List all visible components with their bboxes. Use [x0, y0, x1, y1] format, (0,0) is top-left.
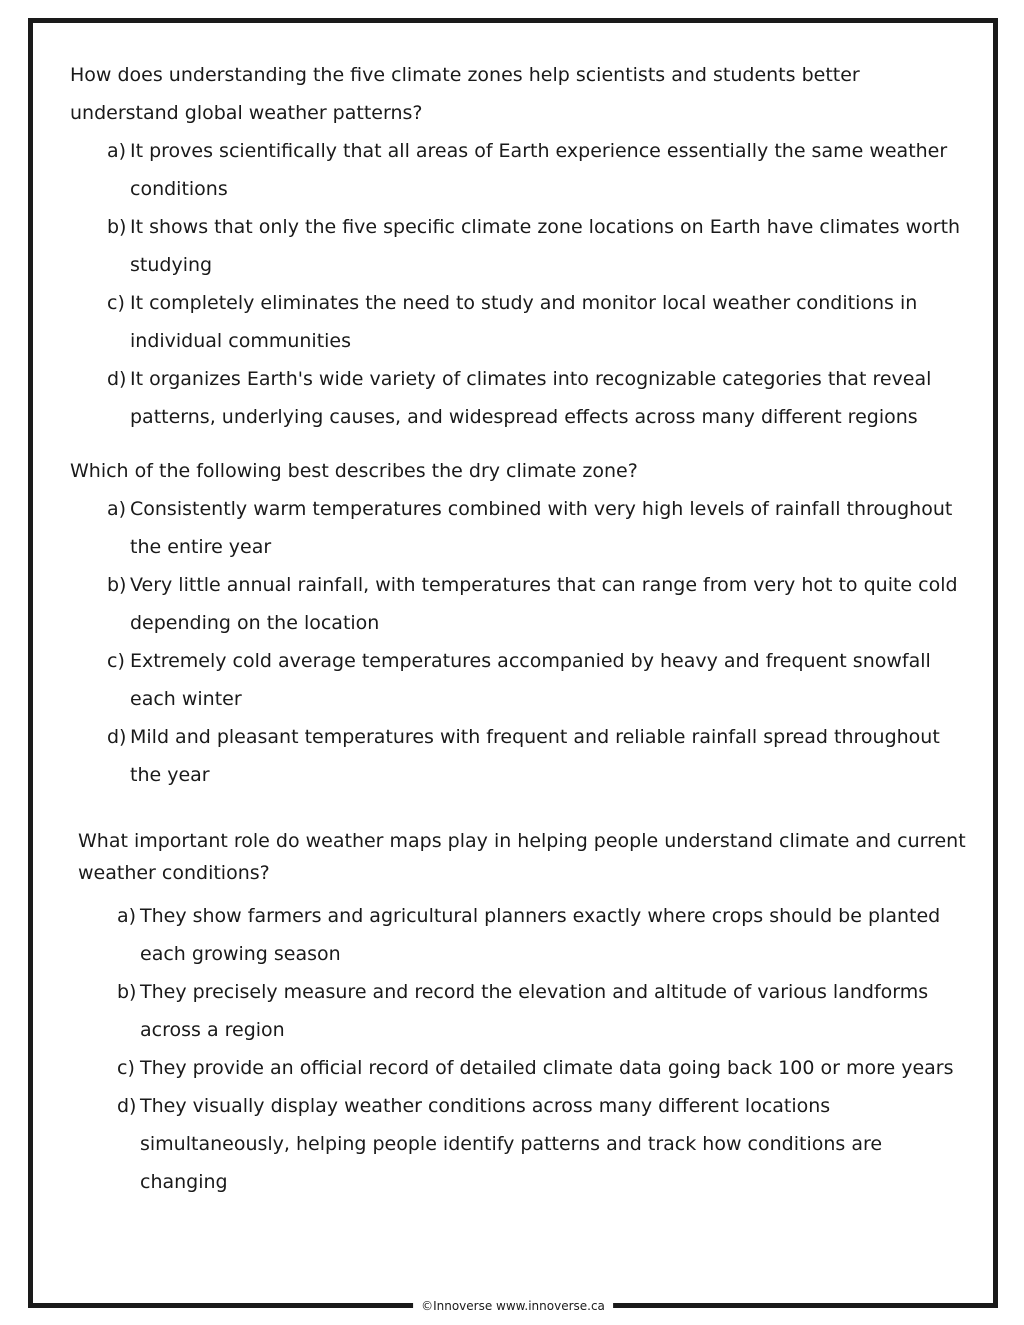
answer-option-d	[70, 718, 973, 794]
option-letter: c)	[107, 650, 125, 672]
option-text: It completely eliminates the need to study and monitor local weather conditions in individual communities	[130, 292, 918, 352]
option-letter: c)	[107, 292, 125, 314]
option-letter: a)	[107, 498, 127, 520]
question-1	[70, 56, 973, 436]
answer-option-b	[70, 208, 973, 284]
answer-option-a	[70, 490, 973, 566]
option-text: They provide an official record of detailed climate data going back 100 or more years	[140, 1057, 954, 1079]
option-letter: b)	[107, 216, 127, 238]
footer-credit: ©Innoverse www.innoverse.ca	[413, 1296, 613, 1316]
page-border	[28, 18, 998, 1313]
option-text: Consistently warm temperatures combined with very high levels of rainfall throughout the entire year	[130, 498, 953, 558]
option-letter: a)	[117, 905, 137, 927]
answer-option-b	[70, 566, 973, 642]
option-text: They show farmers and agricultural planners exactly where crops should be planted each growing season	[140, 905, 941, 965]
option-letter: b)	[117, 981, 137, 1003]
question-2	[70, 452, 973, 794]
question-prompt: Which of the following best describes the dry climate zone?	[70, 460, 638, 482]
option-letter: a)	[107, 140, 127, 162]
answer-options	[70, 132, 973, 436]
answer-option-b	[78, 973, 973, 1049]
option-text: It organizes Earth's wide variety of climates into recognizable categories that reveal patterns, underlying causes, and widespread effects across many different regions	[130, 368, 932, 428]
answer-options	[70, 490, 973, 794]
answer-option-a	[70, 132, 973, 208]
option-text: It shows that only the five specific climate zone locations on Earth have climates worth studying	[130, 216, 961, 276]
option-text: Extremely cold average temperatures accompanied by heavy and frequent snowfall each winter	[130, 650, 931, 710]
option-text: Very little annual rainfall, with temperatures that can range from very hot to quite cold depending on the location	[130, 574, 958, 634]
answer-option-d	[70, 360, 973, 436]
answer-option-c	[70, 642, 973, 718]
option-letter: d)	[107, 368, 127, 390]
answer-option-d	[78, 1087, 973, 1201]
answer-option-a	[78, 897, 973, 973]
option-text: Mild and pleasant temperatures with frequent and reliable rainfall spread throughout the year	[130, 726, 940, 786]
option-letter: d)	[107, 726, 127, 748]
option-letter: b)	[107, 574, 127, 596]
question-prompt: How does understanding the five climate zones help scientists and students better understand global weather patterns?	[70, 64, 860, 124]
option-text: They visually display weather conditions across many different locations simultaneously, helping people identify patterns and track how conditions are changing	[140, 1095, 883, 1193]
answer-option-c	[70, 284, 973, 360]
option-text: It proves scientifically that all areas of Earth experience essentially the same weather conditions	[130, 140, 948, 200]
answer-options	[78, 897, 973, 1201]
option-letter: c)	[117, 1057, 135, 1079]
question-prompt: What important role do weather maps play in helping people understand climate and current weather conditions?	[78, 830, 966, 884]
answer-option-c	[78, 1049, 973, 1087]
option-letter: d)	[117, 1095, 137, 1117]
question-3	[78, 825, 973, 1201]
option-text: They precisely measure and record the elevation and altitude of various landforms across a region	[140, 981, 929, 1041]
